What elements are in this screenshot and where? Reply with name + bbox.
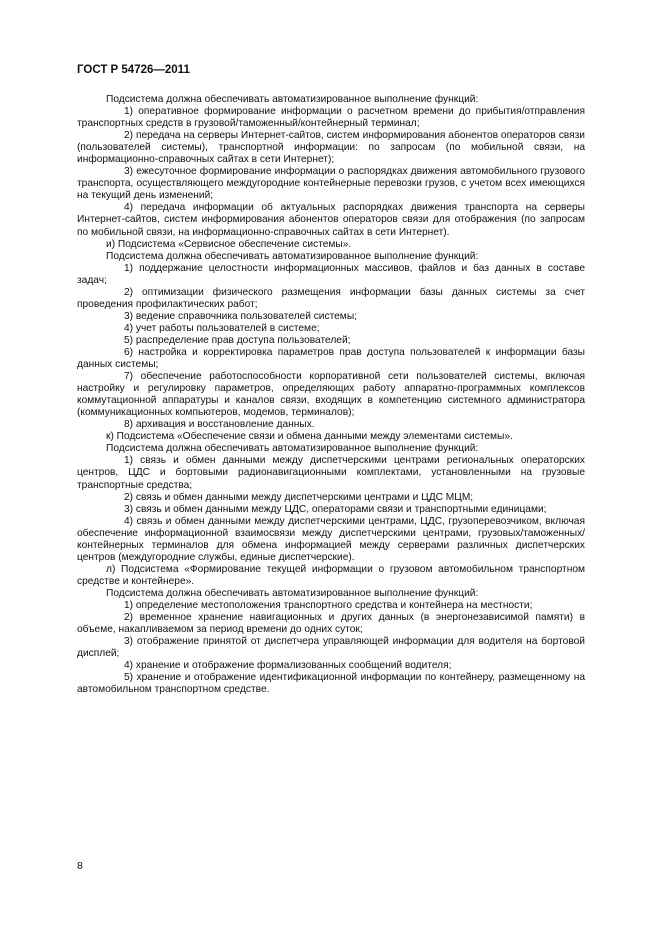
paragraph: 3) связь и обмен данными между ЦДС, операторами связи и транспортными единицами; [124,503,547,515]
paragraph: 2) оптимизации физического размещения информации базы данных системы за счет проведения профилактических работ; [77,286,585,310]
paragraph: л) Подсистема «Формирование текущей информации о грузовом автомобильном транспортном средстве и контейнере». [77,563,585,587]
paragraph: 4) передача информации об актуальных распорядках движения транспорта на серверы Интернет-сайтов, систем информирования абонентов операторов связи для отображения (по запросам по мобильной связи, на информационно-справочных сайтах в сети Интернет). [77,202,585,238]
paragraph: Подсистема должна обеспечивать автоматизированное выполнение функций: [106,443,479,455]
paragraph: к) Подсистема «Обеспечение связи и обмена данными между элементами системы». [106,431,513,443]
paragraph: 3) отображение принятой от диспетчера управляющей информации для водителя на бортовой дисплей; [77,636,585,660]
paragraph: и) Подсистема «Сервисное обеспечение системы». [106,238,352,250]
paragraph: 3) ведение справочника пользователей системы; [124,310,357,322]
paragraph: Подсистема должна обеспечивать автоматизированное выполнение функций: [106,587,479,599]
paragraph: 8) архивация и восстановление данных. [124,419,315,431]
paragraph: 1) связь и обмен данными между диспетчерскими центрами региональных операторских центров, ЦДС и бортовыми радионавигационными комплектами, установленными на грузовые транспортные средства; [77,455,585,491]
paragraph: 2) временное хранение навигационных и других данных (в энергонезависимой памяти) в объеме, накапливаемом за период времени до одних суток; [77,612,585,636]
paragraph: 1) определение местоположения транспортного средства и контейнера на местности; [124,599,533,611]
paragraph: 4) связь и обмен данными между диспетчерскими центрами, ЦДС, грузоперевозчиком, включая обеспечение информационной взаимосвязи между диспетчерскими центрами, грузовых/таможенных/контейнерных терминалов для обмена информацией между серверами различных диспетчерских центров (междугородние службы, единые диспетчерские). [77,515,585,563]
paragraph: 3) ежесуточное формирование информации о распорядках движения автомобильного грузового транспорта, осуществляющего междугородние контейнерные перевозки грузов, с учетом всех имеющихся на текущий день изменений; [77,166,585,202]
paragraph: 4) учет работы пользователей в системе; [124,322,320,334]
paragraph: 2) связь и обмен данными между диспетчерскими центрами и ЦДС МЦМ; [124,491,474,503]
standard-header: ГОСТ Р 54726—2011 [77,64,190,76]
paragraph: 2) передача на серверы Интернет-сайтов, систем информирования абонентов операторов связи (пользователей системы), транспортной информации: по запросам (по мобильной связи, на информационно-справочных сайтах в сети Интернет); [77,130,585,166]
paragraph: 5) распределение прав доступа пользователей; [124,334,351,346]
paragraph: 7) обеспечение работоспособности корпоративной сети пользователей системы, включая настройку и регулировку параметров, определяющих работу аппаратно-программных комплексов коммутационной аппаратуры и каналов связи, входящих в компетенцию системного администратора (коммуникационных компьютеров, модемов, терминалов); [77,371,585,419]
document-body [77,94,585,696]
paragraph: 1) поддержание целостности информационных массивов, файлов и баз данных в составе задач; [77,262,585,286]
paragraph: Подсистема должна обеспечивать автоматизированное выполнение функций: [106,94,479,105]
page-number: 8 [77,860,83,872]
paragraph: 5) хранение и отображение идентификационной информации по контейнеру, размещенному на автомобильном транспортном средстве. [77,672,585,696]
paragraph: 4) хранение и отображение формализованных сообщений водителя; [124,660,452,672]
paragraph: 6) настройка и корректировка параметров прав доступа пользователей к информации базы данных системы; [77,346,585,371]
paragraph: Подсистема должна обеспечивать автоматизированное выполнение функций: [106,250,479,262]
paragraph: 1) оперативное формирование информации о расчетном времени до прибытия/отправления транспортных средств в грузовой/таможенный/контейнерный терминал; [77,106,585,130]
